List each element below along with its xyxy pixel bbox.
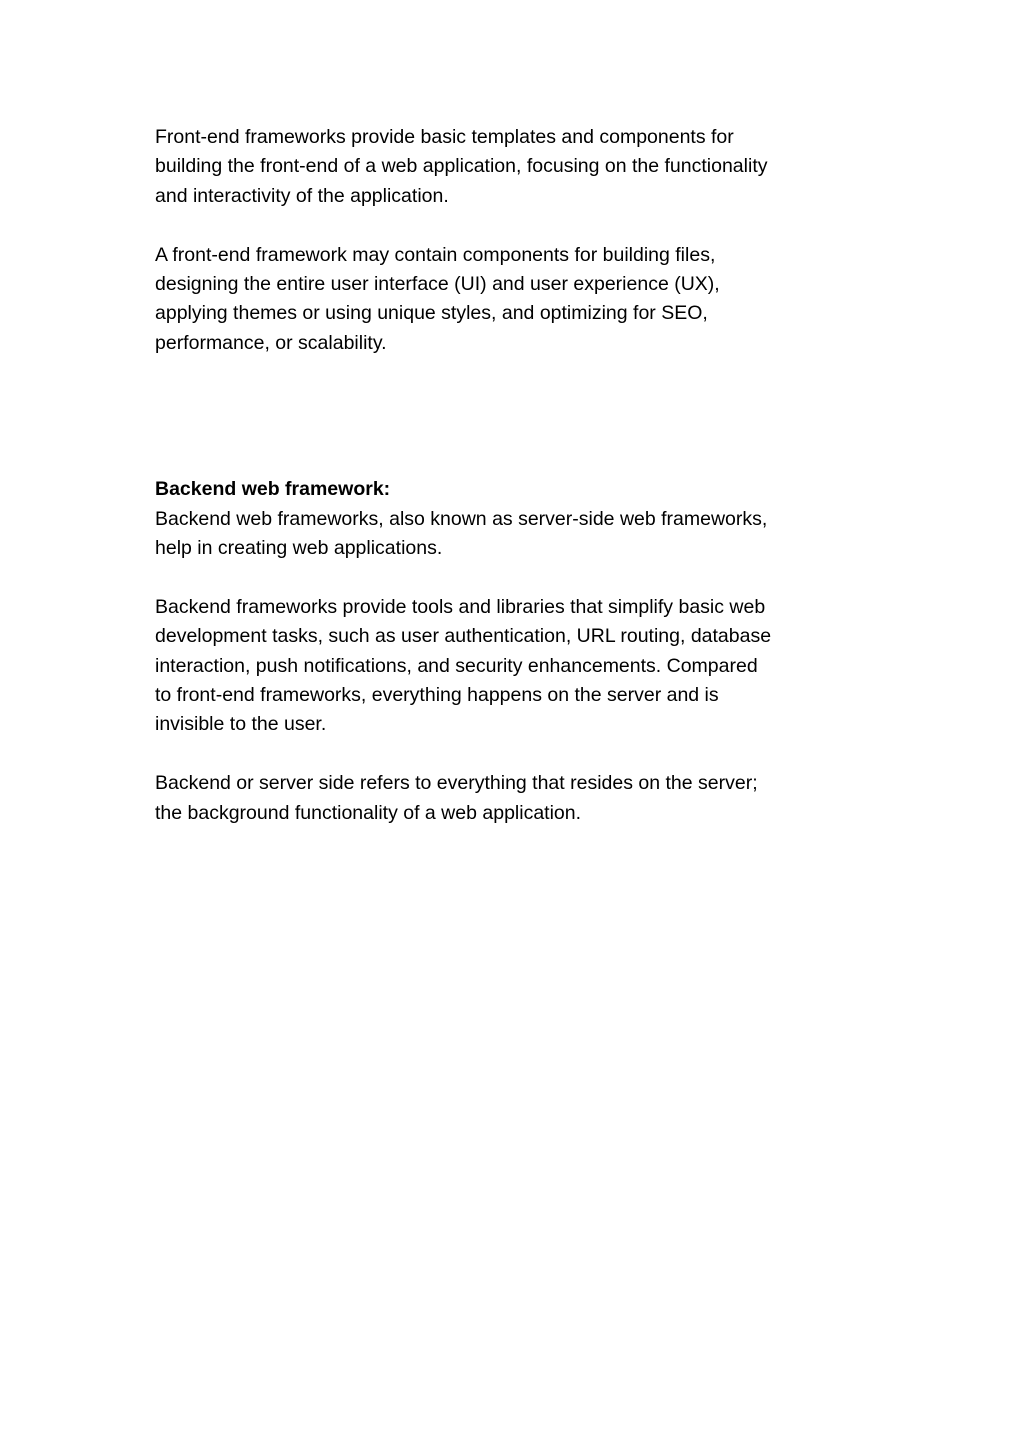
text-line: and interactivity of the application. — [155, 184, 449, 207]
backend-paragraph-3 — [155, 769, 875, 828]
text-line: to front-end frameworks, everything happens on the server and is — [155, 684, 719, 707]
text-line: designing the entire user interface (UI) and user experience (UX), — [155, 273, 720, 296]
text-line: the background functionality of a web application. — [155, 801, 582, 824]
text-line: Backend or server side refers to everything that resides on the server; — [155, 772, 758, 795]
text-line: Backend web frameworks, also known as server-side web frameworks, — [155, 507, 768, 530]
frontend-paragraph-2 — [155, 241, 875, 359]
document-page — [155, 123, 875, 828]
text-line: building the front-end of a web application, focusing on the functionality — [155, 155, 768, 178]
section-heading: Backend web framework: — [155, 478, 391, 501]
text-line: Backend frameworks provide tools and libraries that simplify basic web — [155, 595, 766, 618]
frontend-paragraph-1 — [155, 123, 875, 211]
backend-section — [155, 475, 875, 563]
text-line: performance, or scalability. — [155, 331, 387, 354]
text-line: Front-end frameworks provide basic templates and components for — [155, 126, 734, 148]
text-line: applying themes or using unique styles, and optimizing for SEO, — [155, 302, 708, 325]
text-line: interaction, push notifications, and security enhancements. Compared — [155, 654, 758, 677]
backend-paragraph-2 — [155, 593, 875, 740]
text-line: help in creating web applications. — [155, 537, 443, 560]
text-line: A front-end framework may contain components for building files, — [155, 243, 716, 266]
text-line: development tasks, such as user authentication, URL routing, database — [155, 625, 772, 648]
text-line: invisible to the user. — [155, 713, 327, 736]
